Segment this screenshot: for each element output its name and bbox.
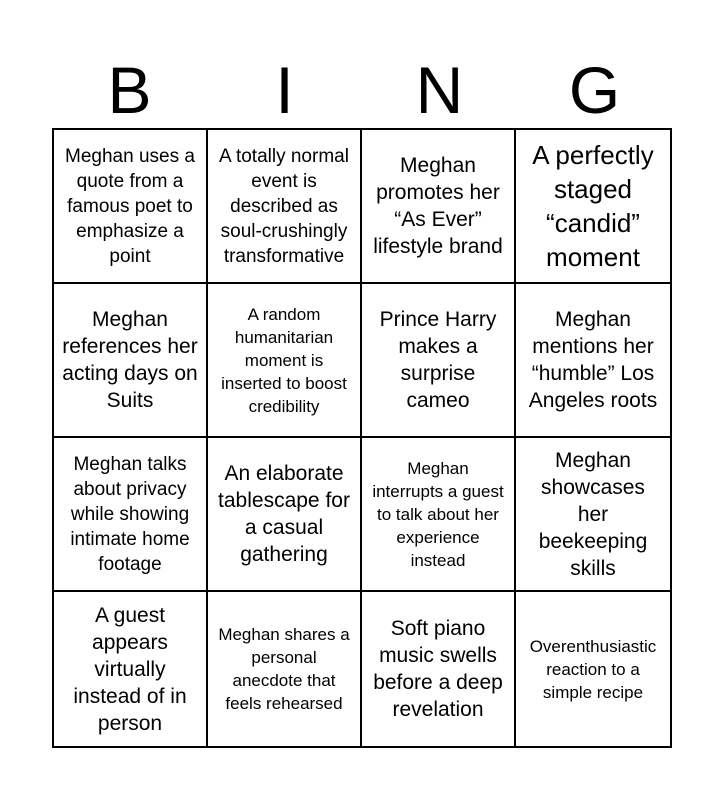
bingo-cell[interactable] [208, 592, 362, 746]
bingo-cell-text: Meghan mentions her “humble” Los Angeles roots [528, 308, 658, 412]
bingo-cell-text: Overenthusiastic reaction to a simple recipe [529, 636, 657, 702]
bingo-board [52, 128, 672, 748]
bingo-cell[interactable] [516, 438, 670, 592]
bingo-cell[interactable] [516, 592, 670, 746]
bingo-cell[interactable] [54, 438, 208, 592]
bingo-cell[interactable] [208, 438, 362, 592]
bingo-cell-text: Meghan references her acting days on Suits [62, 308, 198, 412]
bingo-cell[interactable] [362, 592, 516, 746]
bingo-cell-text: Soft piano music swells before a deep revelation [373, 617, 503, 721]
bingo-cell-text: An elaborate tablescape for a casual gathering [218, 462, 350, 566]
header-letter-n: N [415, 53, 464, 127]
bingo-cell-text: Meghan uses a quote from a famous poet to emphasize a point [65, 145, 195, 267]
bingo-cell-text: Meghan promotes her “As Ever” lifestyle brand [373, 154, 503, 258]
bingo-cell[interactable] [516, 284, 670, 438]
header-letter-i: I [275, 53, 294, 127]
header-letter-g: G [568, 53, 621, 127]
bingo-cell-text: A random humanitarian moment is inserted to boost credibility [221, 304, 347, 416]
bingo-header [52, 52, 672, 128]
bingo-cell-text: Prince Harry makes a surprise cameo [379, 308, 497, 412]
bingo-cell[interactable] [54, 592, 208, 746]
bingo-cell[interactable] [362, 438, 516, 592]
bingo-cell-text: A guest appears virtually instead of in person [73, 603, 187, 735]
bingo-cell-text: Meghan showcases her beekeeping skills [538, 448, 648, 580]
bingo-cell[interactable] [208, 130, 362, 284]
bingo-cell[interactable] [208, 284, 362, 438]
bingo-cell[interactable] [362, 284, 516, 438]
bingo-cell-text: Meghan interrupts a guest to talk about her experience instead [372, 458, 504, 570]
bingo-cell-text: A totally normal event is described as soul-crushingly transformative [219, 145, 349, 267]
bingo-cell-text: A perfectly staged “candid” moment [532, 140, 654, 272]
header-letter-b: B [107, 53, 152, 127]
bingo-cell-text: Meghan shares a personal anecdote that feels rehearsed [218, 625, 350, 713]
bingo-cell[interactable] [54, 130, 208, 284]
bingo-cell[interactable] [54, 284, 208, 438]
bingo-cell-text: Meghan talks about privacy while showing intimate home footage [70, 453, 190, 575]
bingo-cell[interactable] [362, 130, 516, 284]
bingo-cell[interactable] [516, 130, 670, 284]
